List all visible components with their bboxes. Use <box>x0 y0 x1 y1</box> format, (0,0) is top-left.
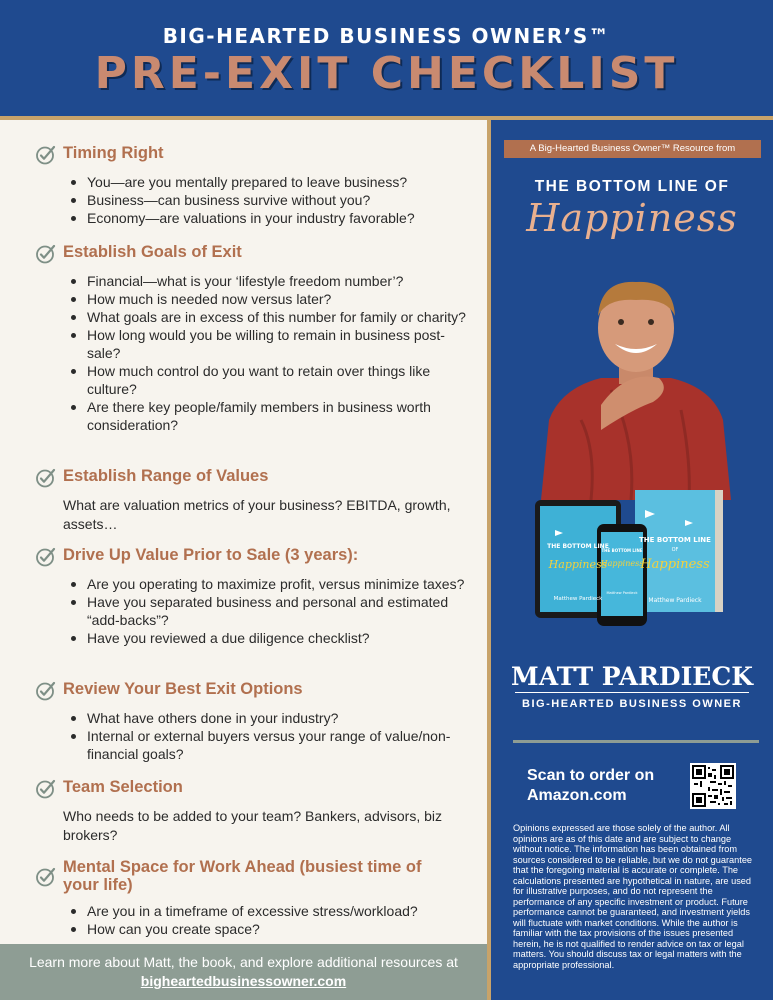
list-item: Are you operating to maximize profit, versus minimize taxes? <box>69 575 476 593</box>
footer-text: Learn more about Matt, the book, and explore additional resources at <box>29 954 458 970</box>
header-banner <box>0 0 773 116</box>
book-title-line1: THE BOTTOM LINE OF <box>534 178 730 195</box>
author-divider <box>515 692 749 693</box>
checkmark-icon <box>36 681 56 701</box>
section-title: Review Your Best Exit Options <box>63 680 303 698</box>
bullet-list <box>36 709 476 763</box>
section-title: Establish Goals of Exit <box>63 243 242 261</box>
section-title: Drive Up Value Prior to Sale (3 years): <box>63 546 359 564</box>
resource-badge: A Big-Hearted Business Owner™ Resource from <box>504 140 761 158</box>
website-link[interactable]: bigheartedbusinessowner.com <box>140 973 347 989</box>
qr-code-icon[interactable] <box>690 763 736 809</box>
section-text: Who needs to be added to your team? Bankers, advisors, biz brokers? <box>63 808 442 843</box>
book-sidebar <box>487 120 773 1000</box>
phone-cover-script: Happiness <box>600 559 644 568</box>
tablet-cover-title: THE BOTTOM LINE <box>547 543 609 550</box>
list-item: Internal or external buyers versus your range of value/non-financial goals? <box>69 727 476 763</box>
list-item: Business—can business survive without you? <box>69 191 476 209</box>
book-cover-author: Matthew Pardieck <box>648 597 702 604</box>
checkmark-icon <box>36 244 56 264</box>
checkmark-icon <box>36 867 56 887</box>
book-cover-title: THE BOTTOM LINE <box>639 536 711 544</box>
section-drive-up-value <box>36 546 476 647</box>
list-item: How much is needed now versus later? <box>69 290 476 308</box>
book-cover-of: OF <box>671 547 679 553</box>
section-timing-right <box>36 144 476 227</box>
list-item: Have you separated business and personal and estimated “add-backs”? <box>69 593 476 629</box>
bullet-list <box>36 272 476 434</box>
list-item: Financial—what is your ‘lifestyle freedom number’? <box>69 272 476 290</box>
list-item: Economy—are valuations in your industry favorable? <box>69 209 476 227</box>
list-item: Have you reviewed a due diligence checklist? <box>69 629 476 647</box>
section-establish-goals <box>36 243 476 434</box>
bullet-list <box>36 575 476 647</box>
section-exit-options <box>36 680 476 763</box>
checkmark-icon <box>36 547 56 567</box>
section-title: Team Selection <box>63 778 183 796</box>
page-title: PRE-EXIT CHECKLIST <box>94 48 679 99</box>
checklist-panel <box>0 120 487 944</box>
bullet-list <box>36 173 476 227</box>
list-item: What goals are in excess of this number for family or charity? <box>69 308 476 326</box>
list-item: How long would you be willing to remain in business post-sale? <box>69 326 476 362</box>
section-title: Timing Right <box>63 144 164 162</box>
section-title: Mental Space for Work Ahead (busiest time of your life) <box>63 858 422 894</box>
header-subtitle: BIG-HEARTED BUSINESS OWNER’S™ <box>162 24 611 48</box>
section-range-of-values <box>36 467 476 534</box>
list-item: You—are you mentally prepared to leave business? <box>69 173 476 191</box>
phone-cover-author: Matthew Pardieck <box>606 591 638 595</box>
list-item: How much control do you want to retain over things like culture? <box>69 362 476 398</box>
checkmark-icon <box>36 145 56 165</box>
section-title: Establish Range of Values <box>63 467 269 485</box>
section-team-selection <box>36 778 476 845</box>
section-text: What are valuation metrics of your business? EBITDA, growth, assets… <box>63 497 451 532</box>
author-photo <box>541 270 731 500</box>
book-title-script: Happiness <box>526 196 738 240</box>
disclaimer-text: Opinions expressed are those solely of the author. All opinions are as of this date and are subject to change without notice. The information has been obtained from sources considered to be reliable, but we do not guarantee that the foregoing material is accurate or complete. The calculations presented are hypothetical in nature, are used for illustrative purposes, and do not represent the performance of any specific investment or product. Future performance cannot be guaranteed, and investment yields will fluctuate with market conditions. While the author is familiar with the tax provisions of the issues presented herein, he is not qualified to render advice on tax or legal matters. You should discuss tax or legal matters with the appropriate professional. <box>513 823 753 970</box>
checkmark-icon <box>36 468 56 488</box>
list-item: What have others done in your industry? <box>69 709 476 727</box>
footer-banner <box>0 944 487 1000</box>
list-item: Are you in a timeframe of excessive stress/workload? <box>69 902 476 920</box>
tablet-cover-script: Happiness <box>548 558 608 571</box>
tablet-cover-author: Matthew Pardieck <box>553 596 603 602</box>
author-name: MATT PARDIECK <box>511 662 753 691</box>
list-item: Are there key people/family members in business worth consideration? <box>69 398 476 434</box>
book-display <box>535 490 767 630</box>
list-item: How can you create space? <box>69 920 476 938</box>
section-mental-space <box>36 858 476 938</box>
book-cover-script: Happiness <box>640 557 710 572</box>
author-tagline: BIG-HEARTED BUSINESS OWNER <box>522 698 742 710</box>
bullet-list <box>36 902 476 938</box>
scan-to-order-text: Scan to order on Amazon.com <box>527 767 655 804</box>
phone-cover-title: THE BOTTOM LINE <box>601 548 643 553</box>
checkmark-icon <box>36 779 56 799</box>
section-divider <box>513 740 759 743</box>
